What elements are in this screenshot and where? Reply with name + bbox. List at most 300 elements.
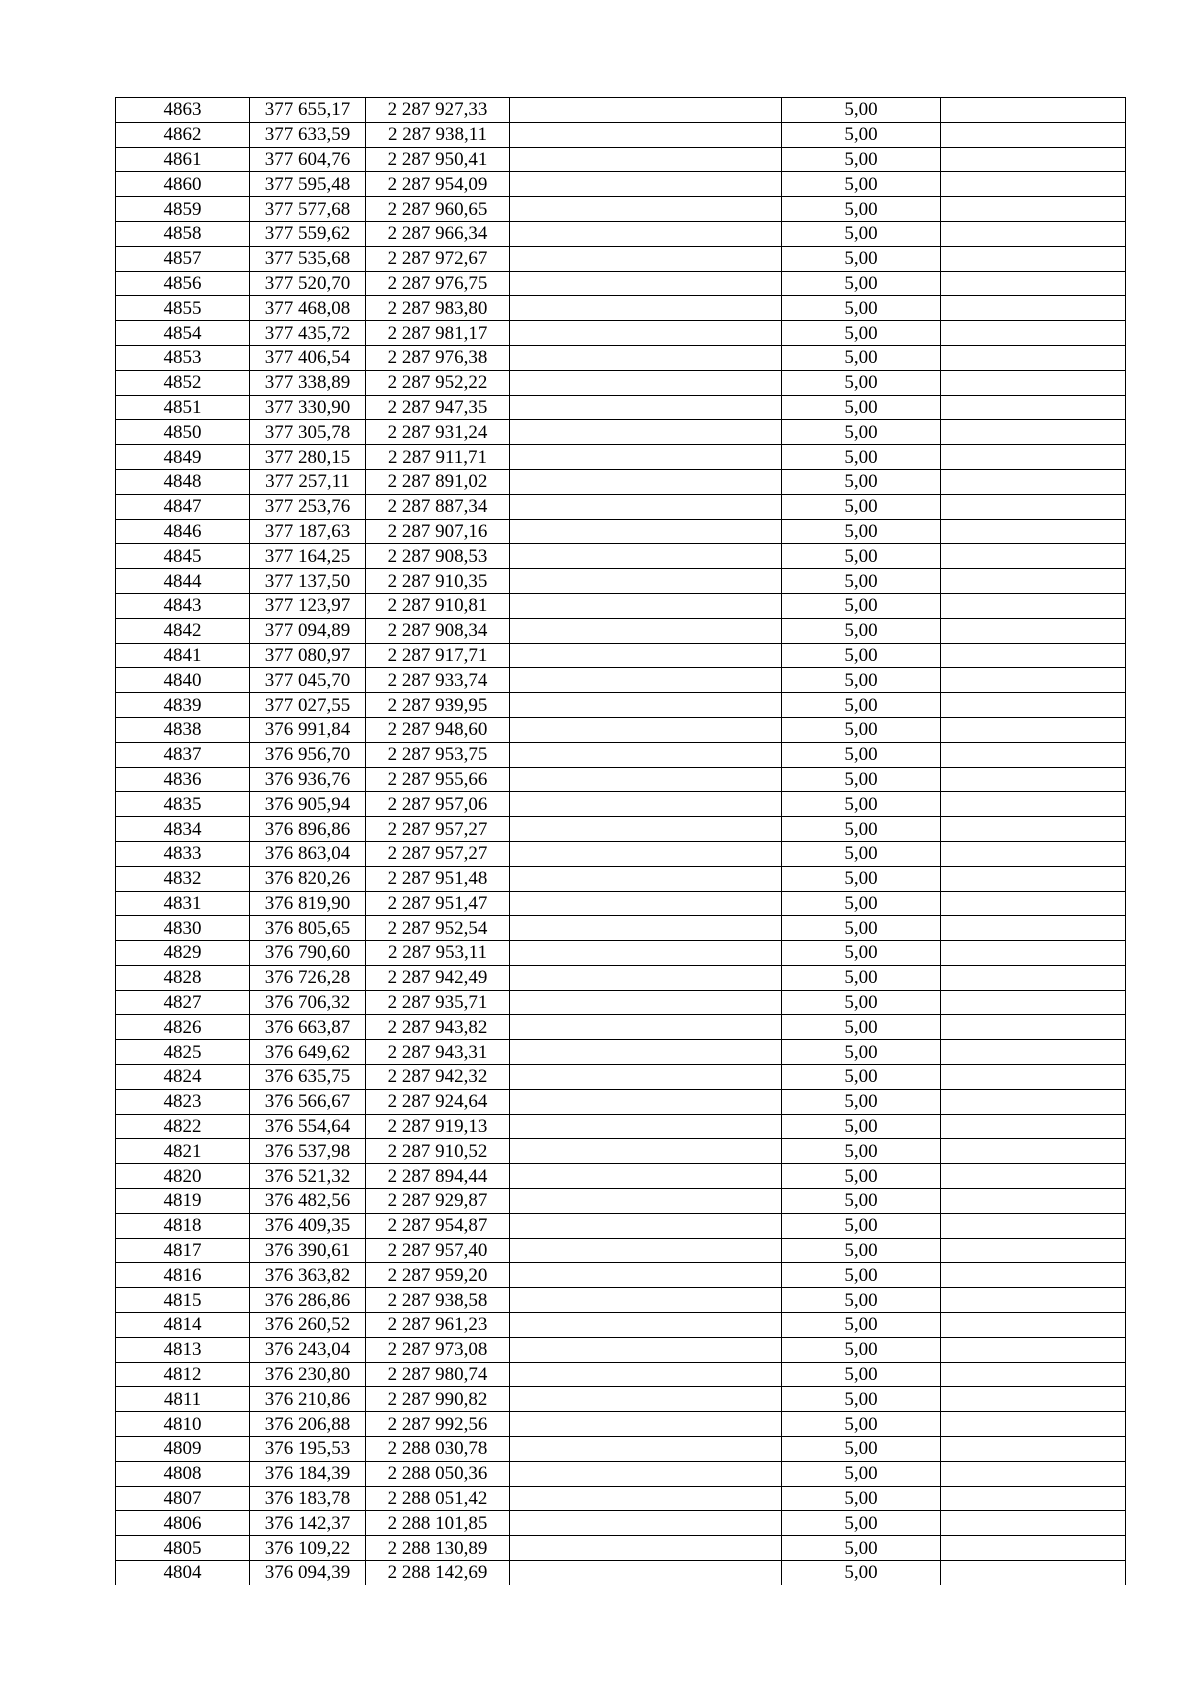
blank-cell: [510, 817, 782, 842]
blank-cell: [510, 941, 782, 966]
value-cell: 5,00: [782, 246, 941, 271]
y-coordinate-cell: 2 287 908,34: [366, 618, 510, 643]
blank-cell: [510, 767, 782, 792]
blank-cell: [510, 1189, 782, 1214]
value-cell: 5,00: [782, 370, 941, 395]
table-row: [116, 321, 1126, 346]
point-number-cell: 4857: [116, 246, 250, 271]
value-cell: 5,00: [782, 1164, 941, 1189]
table-row: [116, 395, 1126, 420]
point-number-cell: 4820: [116, 1164, 250, 1189]
point-number-cell: 4838: [116, 717, 250, 742]
blank-cell: [941, 1040, 1126, 1065]
y-coordinate-cell: 2 287 908,53: [366, 544, 510, 569]
y-coordinate-cell: 2 287 992,56: [366, 1412, 510, 1437]
blank-cell: [941, 593, 1126, 618]
point-number-cell: 4807: [116, 1486, 250, 1511]
blank-cell: [510, 1561, 782, 1585]
blank-cell: [510, 271, 782, 296]
point-number-cell: 4814: [116, 1313, 250, 1338]
value-cell: 5,00: [782, 1189, 941, 1214]
point-number-cell: 4834: [116, 817, 250, 842]
x-coordinate-cell: 376 482,56: [250, 1189, 366, 1214]
blank-cell: [510, 1337, 782, 1362]
table-row: [116, 544, 1126, 569]
table-row: [116, 1213, 1126, 1238]
blank-cell: [510, 643, 782, 668]
table-row: [116, 1189, 1126, 1214]
x-coordinate-cell: 376 820,26: [250, 866, 366, 891]
blank-cell: [941, 841, 1126, 866]
x-coordinate-cell: 377 123,97: [250, 593, 366, 618]
value-cell: 5,00: [782, 1065, 941, 1090]
point-number-cell: 4831: [116, 891, 250, 916]
value-cell: 5,00: [782, 593, 941, 618]
value-cell: 5,00: [782, 98, 941, 123]
coordinates-table: [115, 97, 1126, 1585]
x-coordinate-cell: 376 554,64: [250, 1114, 366, 1139]
table-row: [116, 1536, 1126, 1561]
x-coordinate-cell: 377 027,55: [250, 693, 366, 718]
value-cell: 5,00: [782, 1437, 941, 1462]
value-cell: 5,00: [782, 941, 941, 966]
blank-cell: [510, 569, 782, 594]
table-row: [116, 643, 1126, 668]
table-row: [116, 767, 1126, 792]
blank-cell: [510, 1065, 782, 1090]
x-coordinate-cell: 376 805,65: [250, 916, 366, 941]
value-cell: 5,00: [782, 445, 941, 470]
blank-cell: [510, 1437, 782, 1462]
point-number-cell: 4808: [116, 1461, 250, 1486]
table-row: [116, 1387, 1126, 1412]
blank-cell: [510, 1461, 782, 1486]
y-coordinate-cell: 2 287 911,71: [366, 445, 510, 470]
blank-cell: [941, 1213, 1126, 1238]
value-cell: 5,00: [782, 395, 941, 420]
point-number-cell: 4826: [116, 1015, 250, 1040]
point-number-cell: 4827: [116, 990, 250, 1015]
blank-cell: [941, 1536, 1126, 1561]
point-number-cell: 4856: [116, 271, 250, 296]
value-cell: 5,00: [782, 990, 941, 1015]
value-cell: 5,00: [782, 1337, 941, 1362]
y-coordinate-cell: 2 287 981,17: [366, 321, 510, 346]
table-row: [116, 1040, 1126, 1065]
y-coordinate-cell: 2 287 951,47: [366, 891, 510, 916]
x-coordinate-cell: 376 706,32: [250, 990, 366, 1015]
x-coordinate-cell: 376 195,53: [250, 1437, 366, 1462]
value-cell: 5,00: [782, 197, 941, 222]
blank-cell: [941, 221, 1126, 246]
y-coordinate-cell: 2 287 910,81: [366, 593, 510, 618]
table-row: [116, 197, 1126, 222]
blank-cell: [510, 1238, 782, 1263]
blank-cell: [510, 1387, 782, 1412]
blank-cell: [510, 891, 782, 916]
y-coordinate-cell: 2 287 973,08: [366, 1337, 510, 1362]
x-coordinate-cell: 376 819,90: [250, 891, 366, 916]
point-number-cell: 4862: [116, 122, 250, 147]
blank-cell: [510, 1486, 782, 1511]
value-cell: 5,00: [782, 469, 941, 494]
blank-cell: [941, 1362, 1126, 1387]
table-row: [116, 221, 1126, 246]
blank-cell: [941, 891, 1126, 916]
x-coordinate-cell: 377 633,59: [250, 122, 366, 147]
x-coordinate-cell: 376 210,86: [250, 1387, 366, 1412]
value-cell: 5,00: [782, 1511, 941, 1536]
value-cell: 5,00: [782, 172, 941, 197]
blank-cell: [510, 1139, 782, 1164]
blank-cell: [510, 866, 782, 891]
table-row: [116, 941, 1126, 966]
value-cell: 5,00: [782, 717, 941, 742]
value-cell: 5,00: [782, 1288, 941, 1313]
point-number-cell: 4817: [116, 1238, 250, 1263]
blank-cell: [941, 271, 1126, 296]
y-coordinate-cell: 2 288 050,36: [366, 1461, 510, 1486]
blank-cell: [941, 1065, 1126, 1090]
x-coordinate-cell: 376 863,04: [250, 841, 366, 866]
blank-cell: [941, 1437, 1126, 1462]
table-row: [116, 246, 1126, 271]
blank-cell: [510, 420, 782, 445]
x-coordinate-cell: 376 956,70: [250, 742, 366, 767]
table-row: [116, 172, 1126, 197]
table-row: [116, 370, 1126, 395]
table-row: [116, 519, 1126, 544]
x-coordinate-cell: 377 253,76: [250, 494, 366, 519]
y-coordinate-cell: 2 287 938,11: [366, 122, 510, 147]
blank-cell: [941, 916, 1126, 941]
y-coordinate-cell: 2 287 955,66: [366, 767, 510, 792]
point-number-cell: 4852: [116, 370, 250, 395]
blank-cell: [941, 147, 1126, 172]
table-row: [116, 742, 1126, 767]
x-coordinate-cell: 377 406,54: [250, 345, 366, 370]
table-row: [116, 693, 1126, 718]
point-number-cell: 4830: [116, 916, 250, 941]
blank-cell: [941, 1486, 1126, 1511]
value-cell: 5,00: [782, 147, 941, 172]
table-row: [116, 1015, 1126, 1040]
x-coordinate-cell: 377 164,25: [250, 544, 366, 569]
y-coordinate-cell: 2 287 943,31: [366, 1040, 510, 1065]
point-number-cell: 4848: [116, 469, 250, 494]
table-row: [116, 866, 1126, 891]
table-row: [116, 1461, 1126, 1486]
blank-cell: [941, 1511, 1126, 1536]
table-row: [116, 1313, 1126, 1338]
x-coordinate-cell: 377 577,68: [250, 197, 366, 222]
x-coordinate-cell: 377 338,89: [250, 370, 366, 395]
blank-cell: [941, 1263, 1126, 1288]
point-number-cell: 4804: [116, 1561, 250, 1585]
y-coordinate-cell: 2 287 943,82: [366, 1015, 510, 1040]
table-row: [116, 1337, 1126, 1362]
table-row: [116, 1412, 1126, 1437]
blank-cell: [510, 321, 782, 346]
blank-cell: [510, 1164, 782, 1189]
blank-cell: [941, 494, 1126, 519]
blank-cell: [941, 395, 1126, 420]
table-row: [116, 668, 1126, 693]
value-cell: 5,00: [782, 420, 941, 445]
value-cell: 5,00: [782, 1412, 941, 1437]
x-coordinate-cell: 376 896,86: [250, 817, 366, 842]
y-coordinate-cell: 2 287 957,40: [366, 1238, 510, 1263]
blank-cell: [941, 246, 1126, 271]
x-coordinate-cell: 376 521,32: [250, 1164, 366, 1189]
blank-cell: [510, 519, 782, 544]
point-number-cell: 4849: [116, 445, 250, 470]
value-cell: 5,00: [782, 1114, 941, 1139]
blank-cell: [510, 345, 782, 370]
blank-cell: [510, 197, 782, 222]
value-cell: 5,00: [782, 1213, 941, 1238]
blank-cell: [941, 1288, 1126, 1313]
blank-cell: [941, 321, 1126, 346]
point-number-cell: 4825: [116, 1040, 250, 1065]
value-cell: 5,00: [782, 1238, 941, 1263]
x-coordinate-cell: 377 468,08: [250, 296, 366, 321]
point-number-cell: 4823: [116, 1089, 250, 1114]
blank-cell: [941, 767, 1126, 792]
point-number-cell: 4842: [116, 618, 250, 643]
table-row: [116, 122, 1126, 147]
y-coordinate-cell: 2 287 917,71: [366, 643, 510, 668]
point-number-cell: 4829: [116, 941, 250, 966]
value-cell: 5,00: [782, 618, 941, 643]
y-coordinate-cell: 2 287 976,75: [366, 271, 510, 296]
table-row: [116, 1437, 1126, 1462]
point-number-cell: 4839: [116, 693, 250, 718]
y-coordinate-cell: 2 287 957,27: [366, 817, 510, 842]
blank-cell: [510, 1511, 782, 1536]
blank-cell: [510, 668, 782, 693]
table-row: [116, 1561, 1126, 1585]
table-row: [116, 965, 1126, 990]
table-row: [116, 345, 1126, 370]
x-coordinate-cell: 376 206,88: [250, 1412, 366, 1437]
y-coordinate-cell: 2 287 957,06: [366, 792, 510, 817]
table-row: [116, 841, 1126, 866]
y-coordinate-cell: 2 287 891,02: [366, 469, 510, 494]
y-coordinate-cell: 2 287 950,41: [366, 147, 510, 172]
blank-cell: [510, 296, 782, 321]
blank-cell: [941, 717, 1126, 742]
blank-cell: [510, 246, 782, 271]
value-cell: 5,00: [782, 742, 941, 767]
table-row: [116, 1238, 1126, 1263]
table-row: [116, 593, 1126, 618]
point-number-cell: 4843: [116, 593, 250, 618]
y-coordinate-cell: 2 287 935,71: [366, 990, 510, 1015]
point-number-cell: 4816: [116, 1263, 250, 1288]
blank-cell: [941, 1337, 1126, 1362]
blank-cell: [510, 221, 782, 246]
table-row: [116, 990, 1126, 1015]
blank-cell: [510, 1412, 782, 1437]
y-coordinate-cell: 2 287 952,22: [366, 370, 510, 395]
blank-cell: [941, 1412, 1126, 1437]
y-coordinate-cell: 2 287 931,24: [366, 420, 510, 445]
value-cell: 5,00: [782, 1387, 941, 1412]
y-coordinate-cell: 2 287 952,54: [366, 916, 510, 941]
blank-cell: [941, 693, 1126, 718]
table-row: [116, 494, 1126, 519]
blank-cell: [941, 1189, 1126, 1214]
point-number-cell: 4819: [116, 1189, 250, 1214]
x-coordinate-cell: 377 535,68: [250, 246, 366, 271]
point-number-cell: 4853: [116, 345, 250, 370]
blank-cell: [941, 742, 1126, 767]
value-cell: 5,00: [782, 792, 941, 817]
value-cell: 5,00: [782, 668, 941, 693]
x-coordinate-cell: 377 280,15: [250, 445, 366, 470]
blank-cell: [941, 668, 1126, 693]
y-coordinate-cell: 2 287 910,52: [366, 1139, 510, 1164]
table-row: [116, 420, 1126, 445]
value-cell: 5,00: [782, 1015, 941, 1040]
blank-cell: [941, 172, 1126, 197]
x-coordinate-cell: 376 109,22: [250, 1536, 366, 1561]
y-coordinate-cell: 2 287 953,75: [366, 742, 510, 767]
table-row: [116, 618, 1126, 643]
table-row: [116, 817, 1126, 842]
blank-cell: [510, 916, 782, 941]
value-cell: 5,00: [782, 1461, 941, 1486]
x-coordinate-cell: 377 094,89: [250, 618, 366, 643]
table-row: [116, 569, 1126, 594]
blank-cell: [510, 172, 782, 197]
value-cell: 5,00: [782, 1561, 941, 1585]
blank-cell: [510, 147, 782, 172]
blank-cell: [941, 370, 1126, 395]
blank-cell: [510, 593, 782, 618]
table-row: [116, 1362, 1126, 1387]
value-cell: 5,00: [782, 643, 941, 668]
point-number-cell: 4844: [116, 569, 250, 594]
table-row: [116, 271, 1126, 296]
point-number-cell: 4851: [116, 395, 250, 420]
x-coordinate-cell: 376 991,84: [250, 717, 366, 742]
coordinates-table-body: [116, 98, 1126, 1585]
x-coordinate-cell: 376 184,39: [250, 1461, 366, 1486]
table-row: [116, 891, 1126, 916]
y-coordinate-cell: 2 287 907,16: [366, 519, 510, 544]
blank-cell: [510, 1288, 782, 1313]
blank-cell: [510, 469, 782, 494]
blank-cell: [510, 445, 782, 470]
blank-cell: [941, 98, 1126, 123]
blank-cell: [510, 618, 782, 643]
blank-cell: [941, 866, 1126, 891]
blank-cell: [510, 544, 782, 569]
value-cell: 5,00: [782, 817, 941, 842]
point-number-cell: 4821: [116, 1139, 250, 1164]
point-number-cell: 4859: [116, 197, 250, 222]
table-row: [116, 717, 1126, 742]
value-cell: 5,00: [782, 965, 941, 990]
y-coordinate-cell: 2 287 957,27: [366, 841, 510, 866]
y-coordinate-cell: 2 288 101,85: [366, 1511, 510, 1536]
value-cell: 5,00: [782, 271, 941, 296]
value-cell: 5,00: [782, 767, 941, 792]
point-number-cell: 4858: [116, 221, 250, 246]
blank-cell: [510, 990, 782, 1015]
value-cell: 5,00: [782, 122, 941, 147]
y-coordinate-cell: 2 287 983,80: [366, 296, 510, 321]
blank-cell: [510, 1213, 782, 1238]
value-cell: 5,00: [782, 1089, 941, 1114]
point-number-cell: 4810: [116, 1412, 250, 1437]
blank-cell: [941, 445, 1126, 470]
x-coordinate-cell: 376 286,86: [250, 1288, 366, 1313]
table-row: [116, 1288, 1126, 1313]
blank-cell: [941, 1387, 1126, 1412]
x-coordinate-cell: 376 363,82: [250, 1263, 366, 1288]
value-cell: 5,00: [782, 519, 941, 544]
value-cell: 5,00: [782, 321, 941, 346]
blank-cell: [941, 420, 1126, 445]
blank-cell: [941, 792, 1126, 817]
value-cell: 5,00: [782, 544, 941, 569]
y-coordinate-cell: 2 288 130,89: [366, 1536, 510, 1561]
table-row: [116, 1139, 1126, 1164]
table-row: [116, 1486, 1126, 1511]
table-row: [116, 296, 1126, 321]
blank-cell: [941, 1238, 1126, 1263]
y-coordinate-cell: 2 288 142,69: [366, 1561, 510, 1585]
blank-cell: [510, 1015, 782, 1040]
y-coordinate-cell: 2 287 954,09: [366, 172, 510, 197]
x-coordinate-cell: 377 604,76: [250, 147, 366, 172]
point-number-cell: 4835: [116, 792, 250, 817]
value-cell: 5,00: [782, 494, 941, 519]
x-coordinate-cell: 376 649,62: [250, 1040, 366, 1065]
y-coordinate-cell: 2 287 924,64: [366, 1089, 510, 1114]
y-coordinate-cell: 2 287 910,35: [366, 569, 510, 594]
table-row: [116, 1065, 1126, 1090]
blank-cell: [510, 1089, 782, 1114]
x-coordinate-cell: 376 905,94: [250, 792, 366, 817]
point-number-cell: 4847: [116, 494, 250, 519]
x-coordinate-cell: 376 094,39: [250, 1561, 366, 1585]
x-coordinate-cell: 377 137,50: [250, 569, 366, 594]
y-coordinate-cell: 2 287 947,35: [366, 395, 510, 420]
blank-cell: [510, 494, 782, 519]
x-coordinate-cell: 377 257,11: [250, 469, 366, 494]
blank-cell: [941, 1313, 1126, 1338]
point-number-cell: 4836: [116, 767, 250, 792]
value-cell: 5,00: [782, 1263, 941, 1288]
value-cell: 5,00: [782, 1362, 941, 1387]
y-coordinate-cell: 2 287 942,49: [366, 965, 510, 990]
y-coordinate-cell: 2 287 980,74: [366, 1362, 510, 1387]
x-coordinate-cell: 376 409,35: [250, 1213, 366, 1238]
table-row: [116, 1114, 1126, 1139]
y-coordinate-cell: 2 287 942,32: [366, 1065, 510, 1090]
blank-cell: [941, 1164, 1126, 1189]
blank-cell: [941, 643, 1126, 668]
blank-cell: [510, 98, 782, 123]
x-coordinate-cell: 377 655,17: [250, 98, 366, 123]
value-cell: 5,00: [782, 891, 941, 916]
point-number-cell: 4850: [116, 420, 250, 445]
blank-cell: [941, 569, 1126, 594]
